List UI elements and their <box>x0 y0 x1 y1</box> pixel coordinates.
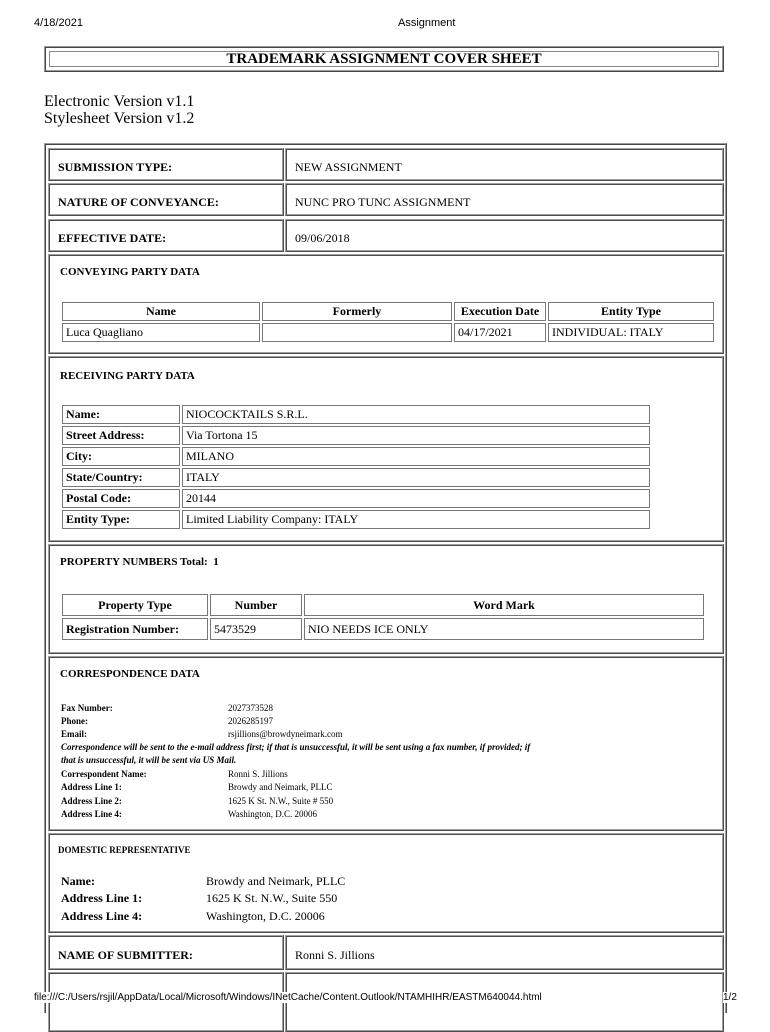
property-numbers-table <box>60 592 706 642</box>
print-date: 4/18/2021 <box>34 17 83 29</box>
property-numbers-section <box>48 544 724 654</box>
document-title: TRADEMARK ASSIGNMENT COVER SHEET <box>49 51 719 67</box>
recv-postal-label: Postal Code: <box>62 489 180 508</box>
recv-city-label: City: <box>62 447 180 466</box>
table-row <box>62 447 650 466</box>
effective-date-value-cell <box>285 219 724 252</box>
fax-value: 2027373528 <box>228 703 273 713</box>
correspondent-name-label: Correspondent Name: <box>61 769 147 779</box>
col-property-type-header: Property Type <box>62 594 208 616</box>
correspondence-details <box>61 702 661 826</box>
recv-country-value: ITALY <box>182 468 650 487</box>
table-row <box>62 618 704 640</box>
version-info <box>44 93 194 127</box>
conveyance-value-cell <box>285 183 724 216</box>
conveying-party-title: CONVEYING PARTY DATA <box>60 266 200 278</box>
domestic-representative-details <box>61 873 661 929</box>
phone-label: Phone: <box>61 716 88 726</box>
table-row <box>62 468 650 487</box>
corr-address1-value: Browdy and Neimark, PLLC <box>228 782 333 792</box>
domestic-representative-title: DOMESTIC REPRESENTATIVE <box>58 845 191 855</box>
correspondent-name-value: Ronni S. Jillions <box>228 769 288 779</box>
table-row <box>62 489 650 508</box>
submitter-value-cell <box>285 935 724 970</box>
table-row <box>62 426 650 445</box>
recv-postal-value: 20144 <box>182 489 650 508</box>
table-row <box>62 323 714 342</box>
title-box <box>44 46 724 72</box>
email-label: Email: <box>61 729 87 739</box>
corr-address4-value: Washington, D.C. 20006 <box>228 809 318 819</box>
corr-address1-label: Address Line 1: <box>61 782 122 792</box>
property-total-value: 1 <box>213 556 219 568</box>
conveyance-label: NATURE OF CONVEYANCE: <box>58 195 219 209</box>
property-total-label: PROPERTY NUMBERS Total: <box>60 556 208 568</box>
fax-label: Fax Number: <box>61 703 113 713</box>
stylesheet-version: Stylesheet Version v1.2 <box>44 110 195 127</box>
col-name-header: Name <box>62 302 260 321</box>
dom-address4-label: Address Line 4: <box>61 909 143 923</box>
electronic-version: Electronic Version v1.1 <box>44 93 195 110</box>
dom-address4-value: Washington, D.C. 20006 <box>206 909 325 923</box>
submission-type-value-cell <box>285 148 724 181</box>
submitter-value: Ronni S. Jillions <box>295 948 375 962</box>
conveying-party-section <box>48 254 724 354</box>
corr-address2-label: Address Line 2: <box>61 796 122 806</box>
col-word-mark-header: Word Mark <box>304 594 704 616</box>
submission-type-label-cell <box>48 148 284 181</box>
corr-address4-label: Address Line 4: <box>61 809 122 819</box>
conveyance-label-cell <box>48 183 284 216</box>
recv-street-value: Via Tortona 15 <box>182 426 650 445</box>
correspondence-note-line1: Correspondence will be sent to the e-mail address first; if that is unsuccessful, it will be sent using a fax number, if provided; if <box>61 742 531 752</box>
submission-type-value: NEW ASSIGNMENT <box>295 160 402 174</box>
receiving-party-title: RECEIVING PARTY DATA <box>60 370 195 382</box>
cover-sheet-body <box>44 143 727 1013</box>
email-value: rsjillions@browdyneimark.com <box>228 729 343 739</box>
recv-country-label: State/Country: <box>62 468 180 487</box>
conveying-name: Luca Quagliano <box>62 323 260 342</box>
receiving-party-table <box>60 403 652 531</box>
word-mark-value: NIO NEEDS ICE ONLY <box>304 618 704 640</box>
recv-entity-value: Limited Liability Company: ITALY <box>182 510 650 529</box>
print-file-path: file:///C:/Users/rsjil/AppData/Local/Microsoft/Windows/INetCache/Content.Outlook/NTAMHIHR/EASTM640044.html <box>34 992 542 1003</box>
recv-entity-label: Entity Type: <box>62 510 180 529</box>
recv-street-label: Street Address: <box>62 426 180 445</box>
col-formerly-header: Formerly <box>262 302 452 321</box>
correspondence-note-line2: that is unsuccessful, it will be sent via US Mail. <box>61 755 237 765</box>
effective-date-label: EFFECTIVE DATE: <box>58 231 167 245</box>
col-number-header: Number <box>210 594 302 616</box>
col-execution-date-header: Execution Date <box>454 302 546 321</box>
effective-date-value: 09/06/2018 <box>295 231 350 245</box>
dom-address1-value: 1625 K St. N.W., Suite 550 <box>206 891 338 905</box>
conveying-party-table <box>60 300 716 344</box>
receiving-party-section <box>48 356 724 542</box>
dom-name-label: Name: <box>61 874 95 888</box>
dom-address1-label: Address Line 1: <box>61 891 143 905</box>
table-row <box>62 405 650 424</box>
phone-value: 2026285197 <box>228 716 273 726</box>
conveyance-value: NUNC PRO TUNC ASSIGNMENT <box>295 195 471 209</box>
domestic-representative-section <box>48 833 724 933</box>
print-title: Assignment <box>398 17 456 29</box>
property-numbers-title <box>60 556 219 568</box>
property-number-value: 5473529 <box>210 618 302 640</box>
col-entity-type-header: Entity Type <box>548 302 714 321</box>
conveying-entity-type: INDIVIDUAL: ITALY <box>548 323 714 342</box>
recv-name-value: NIOCOCKTAILS S.R.L. <box>182 405 650 424</box>
dom-name-value: Browdy and Neimark, PLLC <box>206 874 346 888</box>
table-row <box>62 510 650 529</box>
correspondence-section <box>48 656 724 831</box>
property-type-value: Registration Number: <box>62 618 208 640</box>
corr-address2-value: 1625 K St. N.W., Suite # 550 <box>228 796 334 806</box>
conveying-formerly <box>262 323 452 342</box>
conveying-execution-date: 04/17/2021 <box>454 323 546 342</box>
submission-type-label: SUBMISSION TYPE: <box>58 160 173 174</box>
print-page-number: 1/2 <box>723 992 737 1003</box>
correspondence-title: CORRESPONDENCE DATA <box>60 668 200 680</box>
submitter-label: NAME OF SUBMITTER: <box>58 948 193 962</box>
recv-city-value: MILANO <box>182 447 650 466</box>
submitter-label-cell <box>48 935 284 970</box>
effective-date-label-cell <box>48 219 284 252</box>
recv-name-label: Name: <box>62 405 180 424</box>
